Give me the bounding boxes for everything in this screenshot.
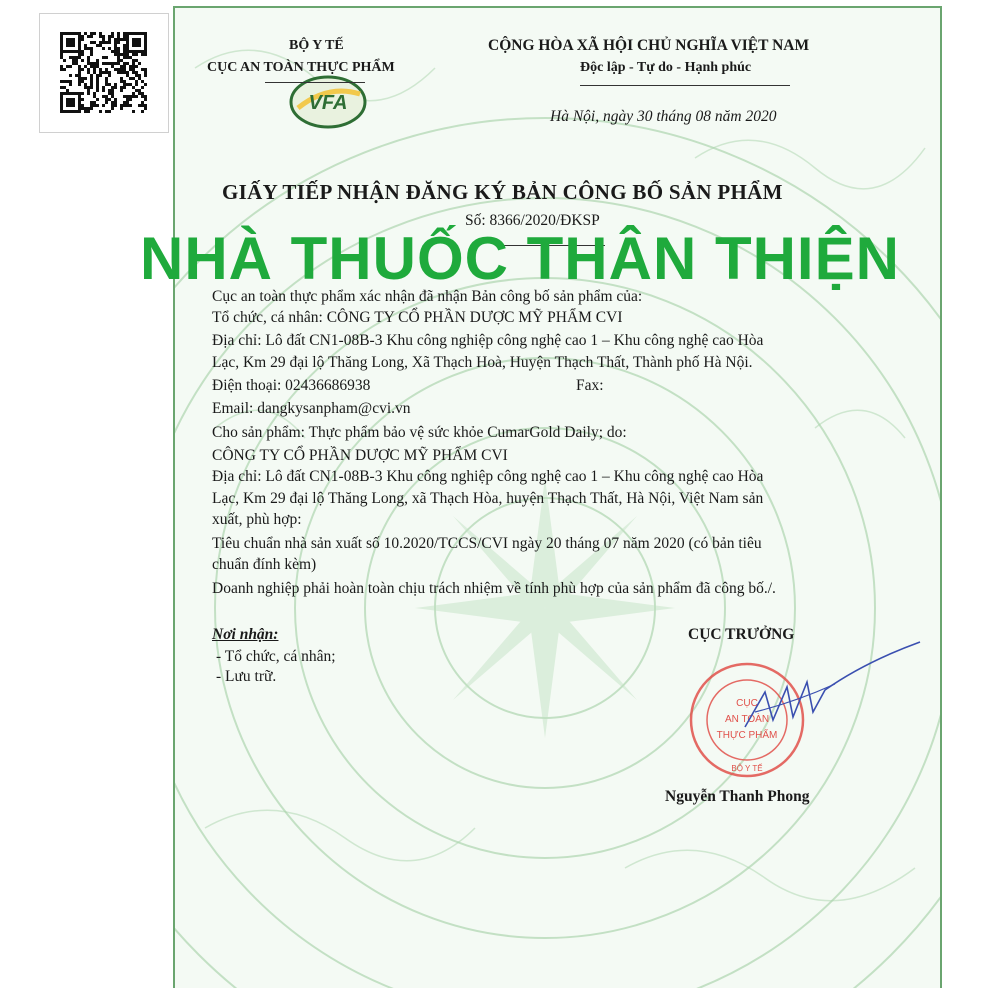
agency-name: CỤC AN TOÀN THỰC PHẨM	[207, 60, 395, 75]
address-line-1a: Địa chỉ: Lô đất CN1-08B-3 Khu công nghiệp công nghệ cao 1 – Khu công nghệ cao Hòa	[212, 332, 764, 349]
stamp-ring-text: BỘ Y TẾ	[731, 764, 763, 773]
motto-underline	[580, 85, 790, 86]
stamp-line-3: THỰC PHẨM	[716, 730, 778, 741]
qr-code	[39, 13, 169, 133]
standard-line-b: chuẩn đính kèm)	[212, 556, 317, 573]
recipients-label: Nơi nhận:	[212, 626, 279, 643]
certificate-number: Số: 8366/2020/ĐKSP	[465, 212, 600, 229]
address-line-2a: Địa chỉ: Lô đất CN1-08B-3 Khu công nghiệp công nghệ cao 1 – Khu công nghệ cao Hòa	[212, 468, 764, 485]
signatory-name: Nguyễn Thanh Phong	[665, 788, 810, 805]
certificate-title: GIẤY TIẾP NHẬN ĐĂNG KÝ BẢN CÔNG BỐ SẢN PHẨM	[222, 180, 783, 204]
email-line: Email: dangkysanpham@cvi.vn	[212, 400, 411, 417]
maker-line: CÔNG TY CỔ PHẦN DƯỢC MỸ PHẨM CVI	[212, 447, 508, 464]
organization-line: Tổ chức, cá nhân: CÔNG TY CỔ PHẦN DƯỢC MỸ PHẨM CVI	[212, 309, 623, 326]
intro-line: Cục an toàn thực phẩm xác nhận đã nhận Bản công bố sản phẩm của:	[212, 288, 643, 305]
stamp-line-1: CỤC	[736, 698, 758, 709]
product-line: Cho sản phẩm: Thực phẩm bảo vệ sức khỏe CumarGold Daily; do:	[212, 424, 627, 441]
pharmacy-watermark: NHÀ THUỐC THÂN THIỆN	[140, 225, 900, 292]
ministry-name: BỘ Y TẾ	[289, 38, 344, 53]
republic-name: CỘNG HÒA XÃ HỘI CHỦ NGHĨA VIỆT NAM	[488, 37, 810, 54]
address-line-2b: Lạc, Km 29 đại lộ Thăng Long, xã Thạch Hòa, huyện Thạch Thất, Hà Nội, Việt Nam sản	[212, 490, 764, 507]
recipient-item: - Lưu trữ.	[216, 668, 277, 685]
signatory-role: CỤC TRƯỞNG	[688, 626, 795, 643]
recipient-item: - Tổ chức, cá nhân;	[216, 648, 336, 665]
agency-underline	[265, 82, 365, 83]
national-motto: Độc lập - Tự do - Hạnh phúc	[580, 60, 752, 75]
standard-line-a: Tiêu chuẩn nhà sản xuất số 10.2020/TCCS/CVI ngày 20 tháng 07 năm 2020 (có bản tiêu	[212, 535, 762, 552]
responsibility-line: Doanh nghiệp phải hoàn toàn chịu trách nhiệm về tính phù hợp của sản phẩm đã công bố./.	[212, 580, 776, 597]
address-line-2c: xuất, phù hợp:	[212, 511, 302, 528]
vfa-logo-text: VFA	[308, 92, 348, 114]
address-line-1b: Lạc, Km 29 đại lộ Thăng Long, Xã Thạch Hoà, Huyện Thạch Thất, Thành phố Hà Nội.	[212, 354, 753, 371]
fax-line: Fax:	[576, 377, 604, 394]
place-date: Hà Nội, ngày 30 tháng 08 năm 2020	[550, 108, 777, 125]
signature	[735, 632, 925, 742]
phone-line: Điện thoại: 02436686938	[212, 377, 371, 394]
qr-code-icon	[60, 32, 148, 114]
stamp-line-2: AN TOÀN	[724, 714, 770, 725]
